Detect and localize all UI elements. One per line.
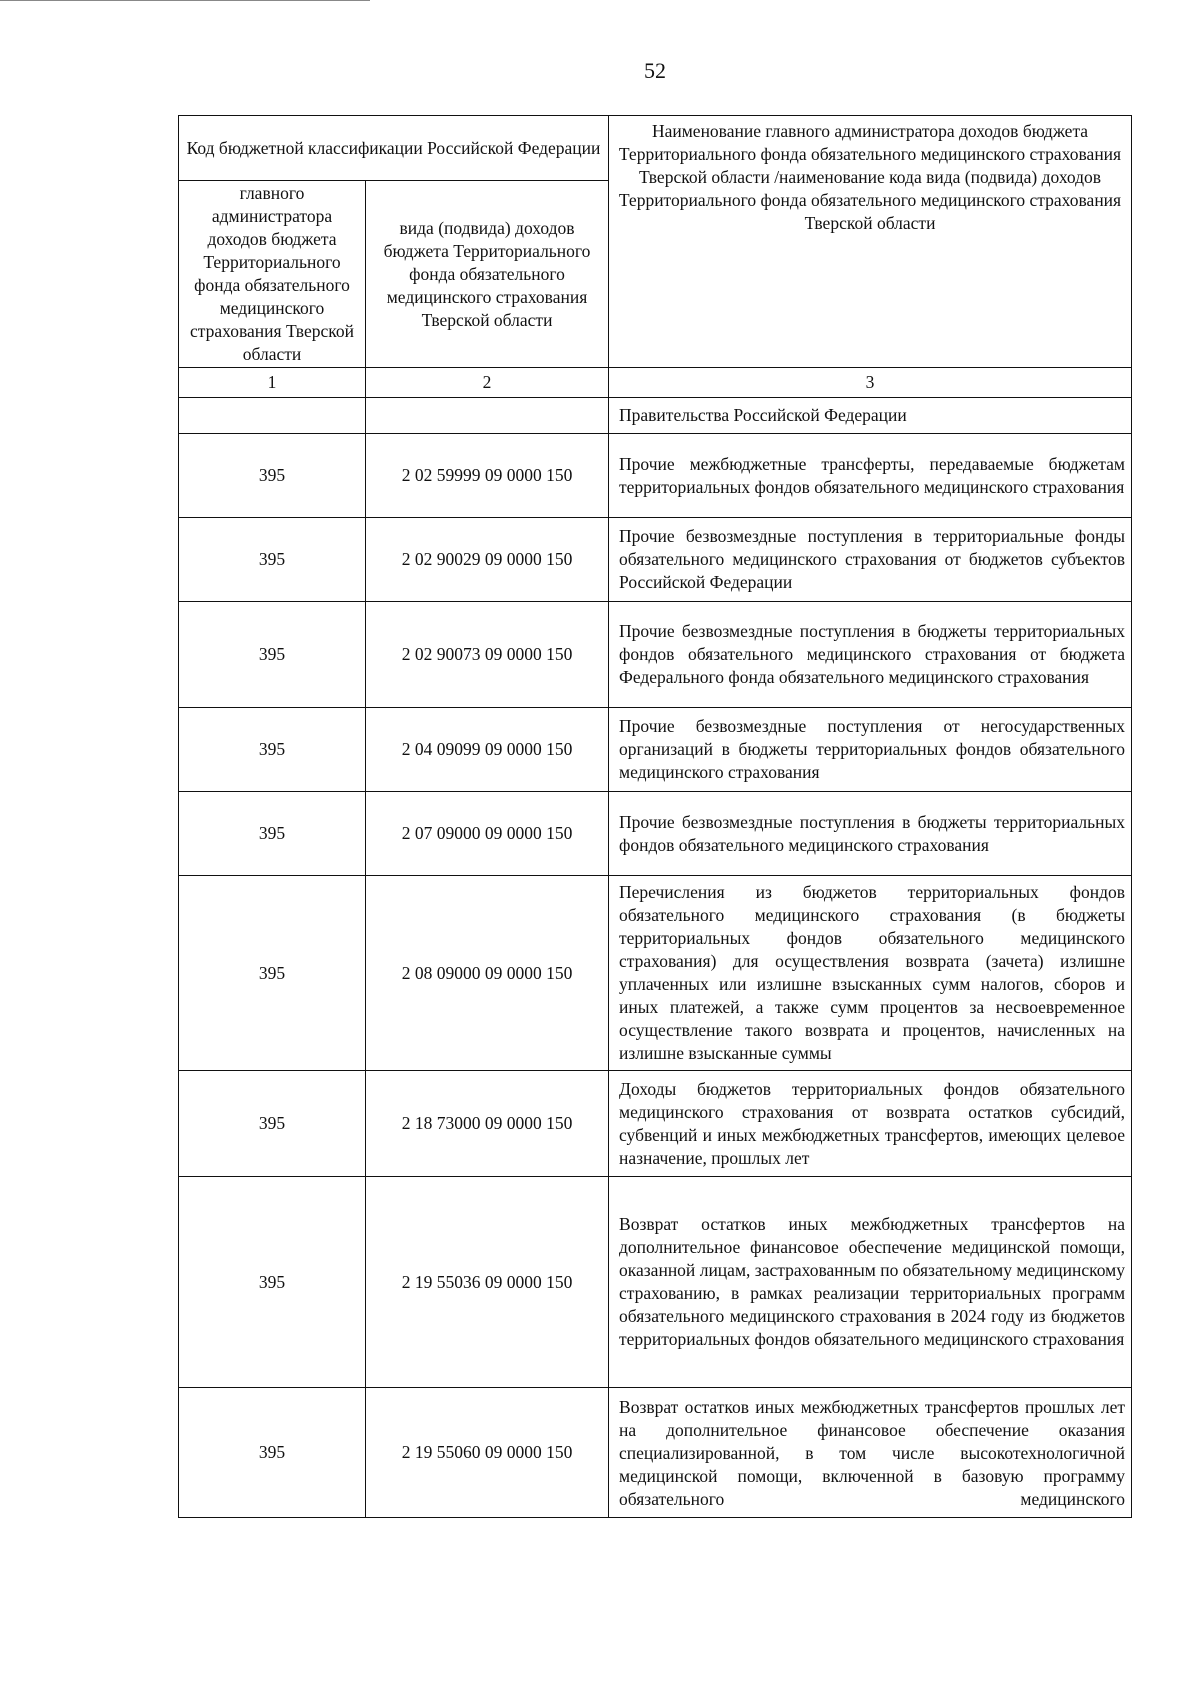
income-code: 2 19 55060 09 0000 150 bbox=[366, 1388, 609, 1518]
continuation-code-cell bbox=[366, 398, 609, 434]
table-row bbox=[179, 1177, 1132, 1388]
income-code: 2 02 90073 09 0000 150 bbox=[366, 602, 609, 708]
income-code: 2 08 09000 09 0000 150 bbox=[366, 876, 609, 1071]
table-row bbox=[179, 792, 1132, 876]
column-number-row bbox=[179, 368, 1132, 398]
income-name: Возврат остатков иных межбюджетных трансфертов прошлых лет на дополнительное финансовое обеспечение оказания специализированной, в том числе высокотехнологичной медицинской помощи, включенной в базовую программу обязательного медицинского bbox=[619, 1397, 1126, 1509]
scan-edge-line bbox=[0, 0, 370, 1]
table-row bbox=[179, 434, 1132, 518]
income-name-cell bbox=[609, 1388, 1132, 1518]
page-number: 52 bbox=[644, 58, 666, 83]
income-code: 2 02 90029 09 0000 150 bbox=[366, 518, 609, 602]
income-code: 2 07 09000 09 0000 150 bbox=[366, 792, 609, 876]
admin-code: 395 bbox=[179, 1177, 366, 1388]
column-number-3: 3 bbox=[609, 368, 1132, 398]
admin-code: 395 bbox=[179, 876, 366, 1071]
continuation-row bbox=[179, 398, 1132, 434]
admin-code: 395 bbox=[179, 1388, 366, 1518]
header-type-column: вида (подвида) доходов бюджета Территориального фонда обязательного медицинского страхования Тверской области bbox=[366, 181, 609, 368]
header-kbk-title: Код бюджетной классификации Российской Федерации bbox=[179, 116, 609, 181]
income-name: Возврат остатков иных межбюджетных трансфертов на дополнительное финансовое обеспечение медицинской помощи, оказанной лицам, застрахованным по обязательному медицинскому страхованию, в рамках реализации территориальных программ обязательного медицинского страхования в 2024 году из бюджетов территориальных фондов обязательного медицинского страхования bbox=[609, 1177, 1132, 1388]
table-row bbox=[179, 1388, 1132, 1518]
income-name: Прочие безвозмездные поступления от негосударственных организаций в бюджеты территориальных фондов обязательного медицинского страхования bbox=[609, 708, 1132, 792]
admin-code: 395 bbox=[179, 602, 366, 708]
admin-code: 395 bbox=[179, 1071, 366, 1177]
income-code: 2 19 55036 09 0000 150 bbox=[366, 1177, 609, 1388]
table-row bbox=[179, 708, 1132, 792]
income-name: Прочие безвозмездные поступления в территориальные фонды обязательного медицинского страхования от бюджетов субъектов Российской Федерации bbox=[609, 518, 1132, 602]
table-row bbox=[179, 876, 1132, 1071]
table-row bbox=[179, 602, 1132, 708]
income-code: 2 04 09099 09 0000 150 bbox=[366, 708, 609, 792]
admin-code: 395 bbox=[179, 518, 366, 602]
admin-code: 395 bbox=[179, 708, 366, 792]
income-name: Доходы бюджетов территориальных фондов обязательного медицинского страхования от возврата остатков субсидий, субвенций и иных межбюджетных трансфертов, имеющих целевое назначение, прошлых лет bbox=[609, 1071, 1132, 1177]
column-number-2: 2 bbox=[366, 368, 609, 398]
header-name-column: Наименование главного администратора доходов бюджета Территориального фонда обязательного медицинского страхования Тверской области /наименование кода вида (подвида) доходов Территориального фонда обязательного медицинского страхования Тверской области bbox=[609, 116, 1132, 368]
budget-classification-table bbox=[178, 115, 1132, 1518]
income-name: Перечисления из бюджетов территориальных фондов обязательного медицинского страхования (в бюджеты территориальных фондов обязательного медицинского страхования) для осуществления возврата (зачета) излишне уплаченных или излишне взысканных сумм налогов, сборов и иных платежей, а также сумм процентов за несвоевременное осуществление такого возврата и процентов, начисленных на излишне взысканные суммы bbox=[609, 876, 1132, 1071]
table-row bbox=[179, 1071, 1132, 1177]
continuation-text: Правительства Российской Федерации bbox=[609, 398, 1132, 434]
income-name: Прочие безвозмездные поступления в бюджеты территориальных фондов обязательного медицинского страхования bbox=[609, 792, 1132, 876]
continuation-admin-cell bbox=[179, 398, 366, 434]
income-code: 2 18 73000 09 0000 150 bbox=[366, 1071, 609, 1177]
income-code: 2 02 59999 09 0000 150 bbox=[366, 434, 609, 518]
income-name: Прочие безвозмездные поступления в бюджеты территориальных фондов обязательного медицинского страхования от бюджета Федерального фонда обязательного медицинского страхования bbox=[609, 602, 1132, 708]
header-row-top bbox=[179, 116, 1132, 181]
income-name: Прочие межбюджетные трансферты, передаваемые бюджетам территориальных фондов обязательного медицинского страхования bbox=[609, 434, 1132, 518]
table-row bbox=[179, 518, 1132, 602]
admin-code: 395 bbox=[179, 792, 366, 876]
header-admin-column: главного администратора доходов бюджета Территориального фонда обязательного медицинского страхования Тверской области bbox=[179, 181, 366, 368]
column-number-1: 1 bbox=[179, 368, 366, 398]
admin-code: 395 bbox=[179, 434, 366, 518]
